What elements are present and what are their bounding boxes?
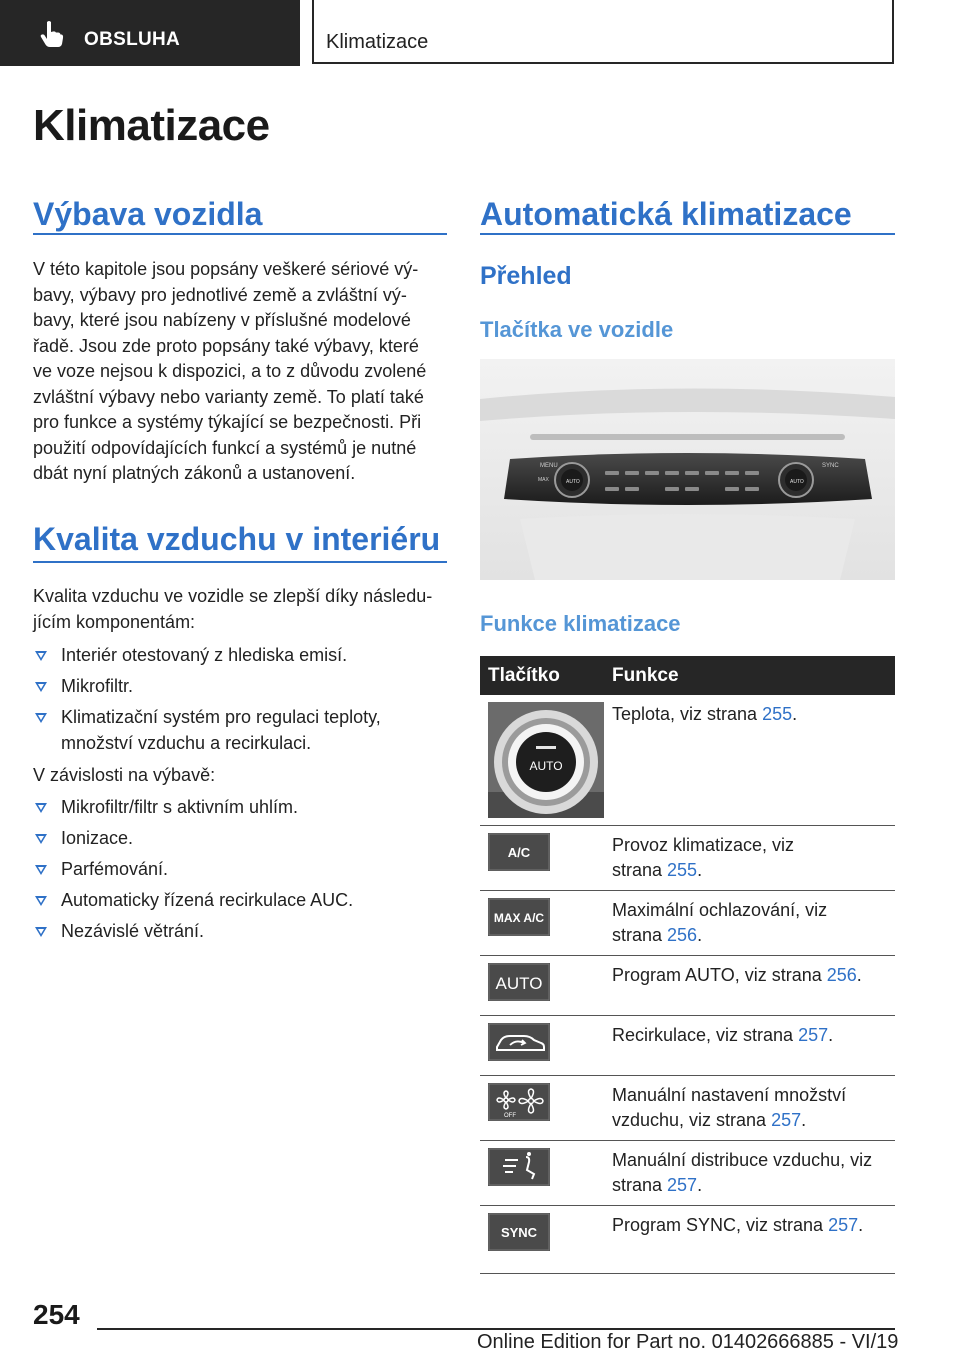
table-row: [480, 956, 895, 1016]
table-row: [480, 1076, 895, 1141]
list-item-line: Mikrofiltr.: [61, 676, 133, 696]
subheading-functions: Funkce klimatizace: [480, 611, 681, 636]
page-link[interactable]: 257: [828, 1215, 859, 1235]
bullet-triangle-icon: [35, 927, 47, 937]
section-title-auto: Automatická klimatizace: [480, 196, 852, 232]
svg-text:MAX A/C: MAX A/C: [493, 911, 545, 925]
bullet-triangle-icon: [35, 834, 47, 844]
photo-label-max: MAX: [538, 477, 549, 483]
list-item: [33, 887, 353, 913]
text-line: zvláštní výbavy nebo varianty země. To platí také: [33, 386, 424, 407]
function-cell: Manuální nastavení množství vzduchu, viz strana 257.: [610, 1076, 895, 1141]
function-cell: Recirkulace, viz strana 257.: [610, 1016, 895, 1076]
svg-text:AUTO: AUTO: [495, 974, 543, 993]
function-cell: Teplota, viz strana 255.: [610, 695, 895, 826]
bullet-triangle-icon: [35, 896, 47, 906]
photo-label-auto-left: AUTO: [566, 479, 580, 485]
temperature-auto-knob-icon: [488, 702, 604, 818]
air-distribution-button-icon: [488, 1148, 550, 1186]
fan-speed-button-icon: [488, 1083, 550, 1121]
table-row: [480, 1206, 895, 1274]
text-line: řadě. Jsou zde proto popsány také výbavy, které: [33, 335, 419, 356]
page-link[interactable]: 255: [667, 860, 698, 880]
text-line: bavy, které jsou nabízeny v příslušné modelové: [33, 310, 411, 330]
page-link[interactable]: 257: [798, 1025, 829, 1045]
text-line: Kvalita vzduchu ve vozidle se zlepší díky následu‐: [33, 586, 433, 606]
max-ac-button-icon: [488, 898, 550, 936]
column-header-button: Tlačítko: [480, 656, 610, 695]
page-link[interactable]: 255: [762, 704, 793, 724]
list-item-line: Klimatizační systém pro regulaci teploty,: [61, 707, 381, 727]
list-item-line: Ionizace.: [61, 828, 134, 848]
section-title-vybava: Výbava vozidla: [33, 196, 263, 232]
text-line: ve voze nejsou k dispozici, a to z důvodu zvolené: [33, 361, 427, 381]
paragraph-kvalita-intro: [33, 584, 432, 635]
svg-text:SYNC: SYNC: [500, 1225, 538, 1240]
table-header-row: [480, 656, 895, 695]
section-tab-label: OBSLUHA: [84, 29, 181, 50]
text-line: V této kapitole jsou popsány veškeré sériové vý‐: [33, 259, 419, 279]
svg-text:OFF: OFF: [504, 1113, 516, 1119]
text-line: bavy, výbavy pro jednotlivé země a zvláštní vý‐: [33, 284, 407, 305]
list-item: [33, 673, 381, 699]
function-cell: Program AUTO, viz strana 256.: [610, 956, 895, 1016]
list-item: [33, 704, 381, 756]
section-rule: [33, 561, 447, 563]
climate-panel-photo: [480, 359, 895, 580]
page-link[interactable]: 257: [771, 1110, 802, 1130]
photo-label-sync: SYNC: [822, 463, 839, 469]
functions-table: [480, 656, 895, 1274]
list-item: [33, 856, 353, 882]
page-link[interactable]: 257: [667, 1175, 698, 1195]
bullet-triangle-icon: [35, 682, 47, 692]
table-row: [480, 1016, 895, 1076]
hand-pointer-icon: [38, 20, 64, 48]
list-item: [33, 825, 353, 851]
function-cell: Provoz klimatizace, viz strana 255.: [610, 826, 895, 891]
table-row: [480, 826, 895, 891]
paragraph-vybava: [33, 257, 426, 487]
bullet-triangle-icon: [35, 865, 47, 875]
page-link[interactable]: 256: [667, 925, 698, 945]
optional-list: [33, 794, 353, 949]
table-row: [480, 695, 895, 826]
knob-auto-label: AUTO: [529, 759, 563, 773]
list-item: [33, 642, 381, 668]
function-cell: Maximální ochlazování, viz strana 256.: [610, 891, 895, 956]
section-rule: [480, 233, 895, 235]
table-row: [480, 891, 895, 956]
section-tab: [0, 0, 300, 66]
function-cell: Manuální distribuce vzduchu, viz strana 257.: [610, 1141, 895, 1206]
subheading-buttons: Tlačítka ve vozidle: [480, 317, 674, 342]
recirculation-button-icon: [488, 1023, 550, 1061]
bullet-triangle-icon: [35, 713, 47, 723]
footer-edition: Online Edition for Part no. 01402666885 - VI/19: [477, 1331, 899, 1353]
bullet-triangle-icon: [35, 651, 47, 661]
text-line: pro funkce a systémy týkající se bezpečnosti. Při: [33, 412, 422, 432]
list-item-line: Mikrofiltr/filtr s aktivním uhlím.: [61, 797, 299, 817]
column-header-function: Funkce: [610, 656, 895, 695]
text-line: dbát nyní platných zákonů a ustanovení.: [33, 463, 356, 483]
chapter-box-label: Klimatizace: [326, 31, 429, 53]
bullet-triangle-icon: [35, 803, 47, 813]
chapter-title: Klimatizace: [33, 101, 270, 150]
section-title-kvalita: Kvalita vzduchu v interiéru: [33, 521, 441, 557]
page-number: 254: [33, 1299, 80, 1330]
list-item: [33, 794, 353, 820]
svg-text:A/C: A/C: [507, 845, 531, 860]
sync-button-icon: [488, 1213, 550, 1251]
subsection-title-prehled: Přehled: [480, 262, 572, 290]
function-cell: Program SYNC, viz strana 257.: [610, 1206, 895, 1274]
list-item-line: Interiér otestovaný z hlediska emisí.: [61, 645, 348, 665]
list-item-line: Automaticky řízená recirkulace AUC.: [61, 890, 354, 910]
list-item-line: Nezávislé větrání.: [61, 921, 205, 941]
list-item-line: Parfémování.: [61, 859, 169, 879]
list-item: [33, 918, 353, 944]
auto-button-icon: [488, 963, 550, 1001]
text-line: použití odpovídajících funkcí a systémů je nutné: [33, 437, 417, 458]
chapter-box: [312, 0, 894, 64]
table-row: [480, 1141, 895, 1206]
footer-rule: [97, 1328, 895, 1330]
ac-button-icon: [488, 833, 550, 871]
photo-label-auto-right: AUTO: [790, 479, 804, 485]
component-list: [33, 642, 381, 761]
text-line: jícím komponentám:: [33, 611, 196, 632]
page-link[interactable]: 256: [826, 965, 857, 985]
list-item-line: množství vzduchu a recirkulaci.: [61, 733, 312, 753]
section-rule: [33, 233, 447, 235]
photo-label-menu: MENU: [540, 463, 558, 469]
paragraph-depends: V závislosti na výbavě:: [33, 765, 216, 785]
